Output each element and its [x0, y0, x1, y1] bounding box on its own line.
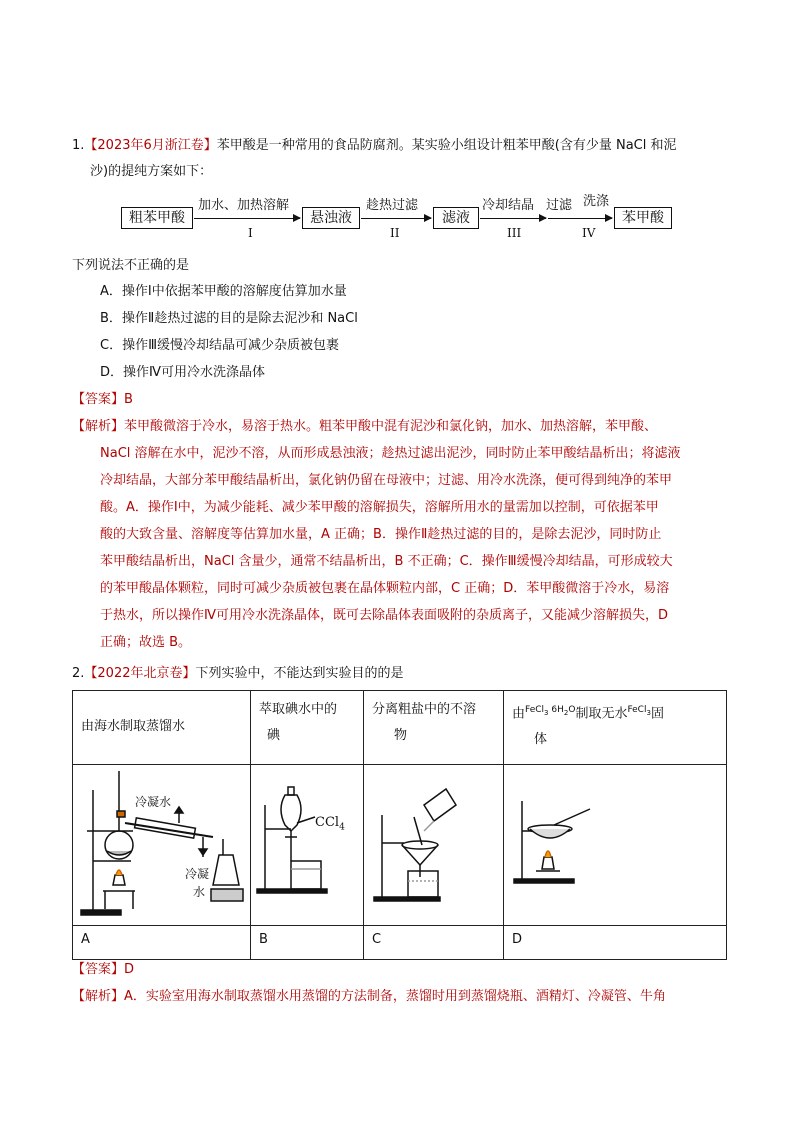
condense-out-label: 冷凝水	[135, 795, 172, 809]
q1-option-c: C．操作Ⅲ缓慢冷却结晶可减少杂质被包裹	[100, 338, 340, 353]
distillation-apparatus-icon	[73, 765, 250, 921]
flow-arrow-2	[361, 218, 431, 219]
q1-analysis-line6: 苯甲酸结晶析出，NaCl 含量少，通常不结晶析出，B 不正确；C．操作Ⅲ缓慢冷却结晶，可形成较大	[100, 554, 673, 569]
q2-letter-c: C	[364, 926, 504, 960]
q1-option-a: A．操作Ⅰ中依据苯甲酸的溶解度估算加水量	[100, 284, 347, 299]
flow-box-filtrate: 滤液	[433, 207, 479, 229]
q1-analysis-line5: 酸的大致含量、溶解度等估算加水量，A 正确；B．操作Ⅱ趁热过滤的目的，是除去泥沙，同时防止	[100, 527, 662, 542]
q1-option-d: D．操作Ⅳ可用冷水洗涤晶体	[100, 365, 266, 380]
q2-analysis-tag: 【解析】	[72, 989, 125, 1004]
filtration-apparatus-icon	[364, 765, 503, 921]
q1-option-b: B．操作Ⅱ趁热过滤的目的是除去泥沙和 NaCl	[100, 311, 358, 326]
ccl4-label: CCl$_4$	[315, 815, 345, 833]
q1-analysis-line3: 冷却结晶，大部分苯甲酸结晶析出，氯化钠仍留在母液中；过滤、用冷水洗涤，便可得到纯净的苯甲	[100, 473, 673, 488]
flow-roman-2: II	[390, 226, 400, 240]
q1-number: 1.	[72, 138, 85, 153]
q2-letter-b: B	[251, 926, 364, 960]
q2-figure-b	[251, 765, 364, 926]
q1-question: 下列说法不正确的是	[72, 258, 190, 273]
q1-analysis-line7: 的苯甲酸晶体颗粒，同时可减少杂质被包裹在晶体颗粒内部，C 正确；D．苯甲酸微溶于冷水，易溶	[100, 581, 670, 596]
q2-header-d: 由$^{FeCl_3 6H_2O}$制取无水$^{FeCl_3}$固 体	[504, 691, 727, 765]
q2-stem-text: 下列实验中，不能达到实验目的的是	[195, 666, 404, 681]
q1-analysis-line9: 正确；故选 B。	[100, 635, 192, 650]
q1-stem-text1: 苯甲酸是一种常用的食品防腐剂。某实验小组设计粗苯甲酸(含有少量 NaCl 和泥	[216, 138, 677, 153]
flow-step2-label: 趁热过滤	[366, 198, 419, 213]
q1-answer	[72, 391, 133, 409]
flow-roman-3: III	[507, 226, 522, 240]
flow-step3b-label: 过滤	[546, 198, 573, 213]
q1-analysis-line1: 【解析】苯甲酸微溶于冷水，易溶于热水。粗苯甲酸中混有泥沙和氯化钠，加水、加热溶解，苯甲酸、	[72, 419, 658, 434]
flow-roman-4: IV	[582, 226, 596, 240]
q2-answer-tag: 【答案】	[72, 962, 125, 977]
q2-answer-value: D	[124, 962, 135, 977]
flow-roman-1: I	[248, 226, 253, 240]
separatory-funnel-icon	[251, 765, 363, 921]
flow-box-product: 苯甲酸	[614, 207, 672, 229]
condense-in-label-1: 冷凝	[185, 867, 210, 881]
q2-figure-a	[73, 765, 251, 926]
q1-analysis-tag: 【解析】	[72, 419, 125, 434]
q1-analysis-line2: NaCl 溶解在水中，泥沙不溶，从而形成悬浊液；趁热过滤出泥沙，同时防止苯甲酸结晶析出；将滤液	[100, 446, 681, 461]
q1-stem-line2: 沙)的提纯方案如下：	[90, 164, 213, 179]
q1-stem-line1	[72, 137, 676, 155]
flow-box-suspension: 悬浊液	[302, 207, 360, 229]
q1-source: 【2023年6月浙江卷】	[84, 138, 217, 153]
flow-arrow-4	[548, 218, 612, 219]
flow-arrow-1	[194, 218, 300, 219]
q2-analysis-line1: 【解析】A．实验室用海水制取蒸馏水用蒸馏的方法制备，蒸馏时用到蒸馏烧瓶、酒精灯、冷凝管、牛角	[72, 989, 666, 1004]
flow-step1-label: 加水、加热溶解	[198, 198, 290, 213]
q1-analysis-line8: 于热水，所以操作Ⅳ可用冷水洗涤晶体，既可去除晶体表面吸附的杂质离子，又能减少溶解损失，D	[100, 608, 669, 623]
q2-number: 2.	[72, 666, 85, 681]
q1-analysis-line4: 酸。A．操作Ⅰ中，为减少能耗、减少苯甲酸的溶解损失，溶解所用水的量需加以控制，可依据苯甲	[100, 500, 659, 515]
q2-stem	[72, 665, 404, 683]
q2-answer	[72, 961, 134, 979]
flow-step4-label: 洗涤	[583, 194, 610, 209]
flow-box-crude: 粗苯甲酸	[121, 207, 193, 229]
q2-experiment-table	[72, 690, 727, 960]
q2-figure-c	[364, 765, 504, 926]
q2-header-a: 由海水制取蒸馏水	[73, 691, 251, 765]
q2-header-b: 萃取碘水中的 碘	[251, 691, 364, 765]
q2-source: 【2022年北京卷】	[84, 666, 196, 681]
q2-figure-d	[504, 765, 727, 926]
condense-in-label-2: 水	[193, 885, 206, 899]
flow-arrow-3	[480, 218, 546, 219]
q1-answer-tag: 【答案】	[72, 392, 125, 407]
evaporating-dish-icon	[504, 765, 726, 921]
q2-letter-a: A	[73, 926, 251, 960]
q2-letter-d: D	[504, 926, 727, 960]
flow-step3a-label: 冷却结晶	[482, 198, 535, 213]
q1-answer-value: B	[124, 392, 133, 407]
q2-header-c: 分离粗盐中的不溶 物	[364, 691, 504, 765]
